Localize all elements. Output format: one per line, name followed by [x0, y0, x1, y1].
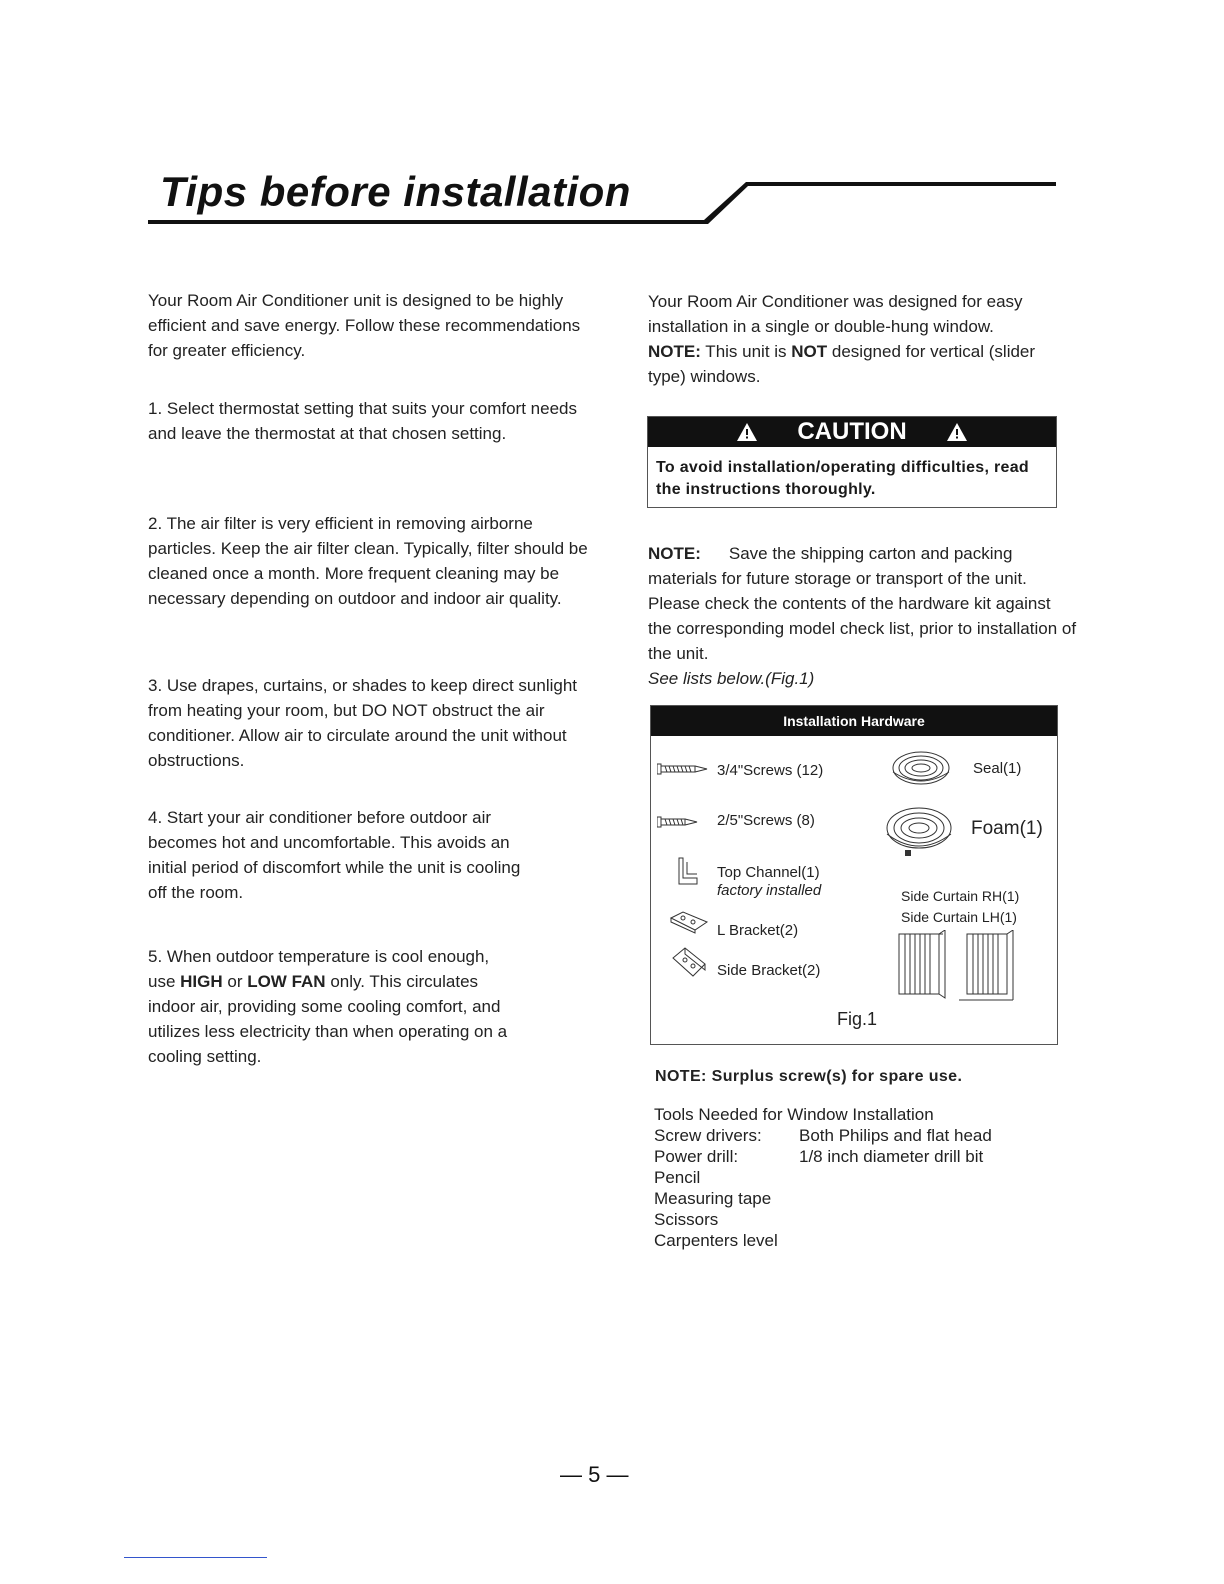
l-bracket-icon: [669, 910, 711, 934]
caution-title: CAUTION: [797, 418, 907, 445]
hardware-side-curtain-lh: Side Curtain LH(1): [901, 909, 1017, 925]
tools-heading: Tools Needed for Window Installation: [654, 1105, 934, 1124]
hardware-side-bracket: Side Bracket(2): [717, 962, 821, 979]
caution-box: [647, 416, 1057, 508]
tip-5: [148, 944, 508, 1069]
caution-header: [648, 417, 1056, 447]
shipping-note: [648, 541, 1078, 666]
tools-level: Carpenters level: [654, 1231, 778, 1250]
top-channel-icon: [677, 856, 699, 886]
surplus-note: NOTE: Surplus screw(s) for spare use.: [655, 1068, 963, 1085]
tip-1: 1. Select thermostat setting that suits your comfort needs and leave the thermostat at that chosen setting.: [148, 399, 577, 443]
right-intro: [648, 289, 1038, 389]
seal-coil-icon: [889, 750, 953, 790]
tools-scissors: Scissors: [654, 1210, 719, 1229]
tools-drill-value: 1/8 inch diameter drill bit: [799, 1147, 984, 1166]
tip-5-text-a: 5. When outdoor temperature is cool enough, use: [148, 947, 490, 991]
tip-5-text-b: only. This circulates indoor air, providing some cooling comfort, and utilizes less electricity than when operating on a cooling setting.: [148, 972, 508, 1066]
footer-divider: [124, 1557, 267, 1558]
hardware-l-bracket: L Bracket(2): [717, 922, 799, 939]
tip-5-high: HIGH: [180, 972, 223, 991]
right-intro-b: This unit is: [700, 342, 792, 361]
see-lists: See lists below.(Fig.1): [648, 669, 815, 688]
hardware-screws-25: 2/5"Screws (8): [717, 812, 815, 829]
side-curtain-icon: [897, 930, 1017, 1004]
figure-label: Fig.1: [837, 1009, 878, 1029]
warning-icon: [737, 423, 757, 441]
tools-tape: Measuring tape: [654, 1189, 772, 1208]
tip-2: 2. The air filter is very efficient in removing airborne particles. Keep the air filter clean. Typically, filter should be cleaned once a month. More frequent cleaning may be necessary depending on outdoor and indoor air quality.: [148, 514, 588, 608]
side-bracket-icon: [671, 946, 707, 980]
foam-coil-icon: [883, 804, 955, 862]
hardware-figure: [650, 705, 1058, 1045]
tip-5-low-fan: LOW FAN: [247, 972, 326, 991]
tools-list: [654, 1104, 992, 1251]
hardware-foam: Foam(1): [971, 818, 1043, 839]
tools-screwdrivers: [654, 1125, 992, 1146]
page-number: — 5 —: [560, 1462, 629, 1487]
tools-drill-label: Power drill:: [654, 1147, 739, 1166]
short-screw-icon: [657, 815, 707, 829]
shipping-note-text: Save the shipping carton and packing materials for future storage or transport of the unit. Please check the contents of the hardware kit against the corresponding model check list, prior to installation of the unit.: [648, 544, 1077, 663]
hardware-factory-installed: factory installed: [717, 882, 822, 899]
tip-5-or: or: [222, 972, 248, 991]
right-intro-c: designed for vertical (slider type) windows.: [648, 342, 1036, 386]
right-intro-note: NOTE:: [648, 342, 701, 361]
hardware-top-channel: Top Channel(1): [717, 864, 820, 881]
long-screw-icon: [657, 762, 713, 776]
tools-pencil: Pencil: [654, 1168, 701, 1187]
hardware-side-curtain-rh: Side Curtain RH(1): [901, 888, 1020, 904]
page-title: Tips before installation: [160, 168, 631, 215]
hardware-screws-34: 3/4"Screws (12): [717, 762, 824, 779]
right-intro-a: Your Room Air Conditioner was designed for easy installation in a single or double-hung window.: [648, 292, 1023, 336]
hardware-header: Installation Hardware: [651, 706, 1057, 736]
right-intro-not: NOT: [791, 342, 828, 361]
tip-4: 4. Start your air conditioner before outdoor air becomes hot and uncomfortable. This avoids an initial period of discomfort while the unit is cooling off the room.: [148, 808, 521, 902]
title-underline: [148, 180, 1058, 230]
tip-3: 3. Use drapes, curtains, or shades to keep direct sunlight from heating your room, but DO NOT obstruct the air conditioner. Allow air to circulate around the unit without obstructions.: [148, 676, 578, 770]
caution-text: To avoid installation/operating difficulties, read the instructions thoroughly.: [656, 459, 1029, 498]
tools-screwdrivers-label: Screw drivers:: [654, 1126, 762, 1145]
tools-screwdrivers-value: Both Philips and flat head: [799, 1126, 992, 1145]
tools-drill: [654, 1146, 992, 1167]
warning-icon: [947, 423, 967, 441]
left-intro: Your Room Air Conditioner unit is designed to be highly efficient and save energy. Follow these recommendations for greater efficiency.: [148, 291, 581, 360]
hardware-seal: Seal(1): [973, 760, 1022, 777]
shipping-note-label: NOTE:: [648, 544, 701, 563]
